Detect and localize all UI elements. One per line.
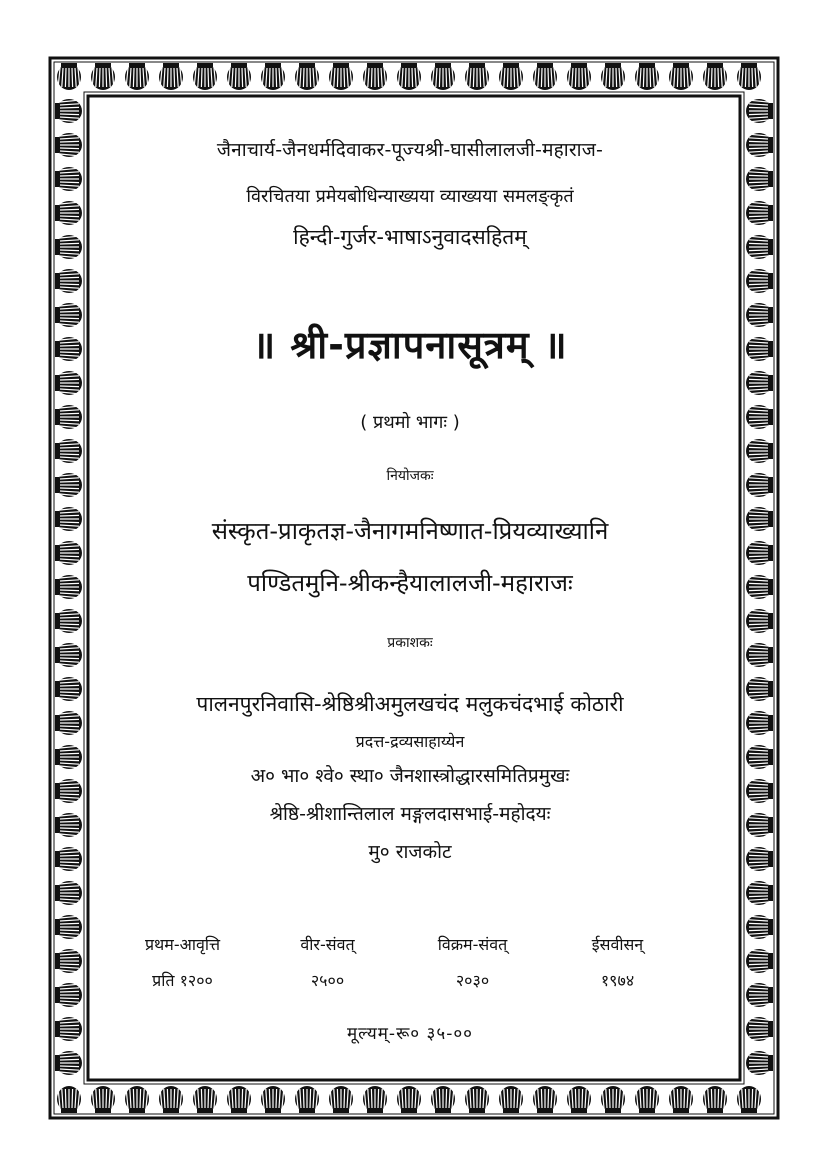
edition-header: वीर-संवत् — [300, 935, 355, 954]
compiler-line-1: संस्कृत-प्राकृतज्ञ-जैनागमनिष्णात-प्रियव्याख्यानि — [211, 517, 609, 545]
compiler-line-2: पण्डितमुनि-श्रीकन्हैयालालजी-महाराजः — [247, 569, 573, 597]
publisher-line-5: मु० राजकोट — [368, 841, 452, 863]
edition-headers — [110, 933, 690, 955]
edition-values — [110, 969, 690, 991]
edition-value: २०३० — [455, 971, 490, 990]
edition-value: प्रति १२०० — [152, 971, 213, 990]
edition-header: विक्रम-संवत् — [437, 935, 508, 954]
header-line-2: विरचितया प्रमेयबोधिन्याख्यया व्याख्यया समलङ्कृतं — [246, 186, 574, 207]
publisher-line-3: अ० भा० श्वे० स्था० जैनशास्त्रोद्धारसमितिप्रमुखः — [250, 765, 570, 787]
edition-header: ईसवीसन् — [591, 935, 644, 954]
header-line-3: हिन्दी-गुर्जर-भाषाऽनुवादसहितम् — [293, 225, 527, 249]
edition-value: १९७४ — [600, 971, 635, 990]
publisher-line-4: श्रेष्ठि-श्रीशान्तिलाल मङ्गलदासभाई-महोदयः — [269, 803, 551, 825]
compiler-label: नियोजकः — [386, 468, 434, 484]
price: मूल्यम्-रू० ३५-०० — [346, 1024, 474, 1044]
edition-header: प्रथम-आवृत्ति — [144, 935, 221, 954]
edition-value: २५०० — [310, 971, 345, 990]
publisher-label: प्रकाशकः — [387, 635, 433, 651]
publisher-line-1: पालनपुरनिवासि-श्रेष्ठिश्रीअमुलखचंद मलुकचंदभाई कोठारी — [196, 692, 624, 716]
header-line-1: जैनाचार्य-जैनधर्मदिवाकर-पूज्यश्री-घासीलालजी-महाराज- — [216, 139, 604, 161]
publisher-line-2: प्रदत्त-द्रव्यसाहाय्येन — [355, 732, 465, 751]
book-title: ॥ श्री-प्रज्ञापनासूत्रम् ॥ — [252, 323, 568, 367]
volume-label: ( प्रथमो भागः ) — [360, 412, 460, 433]
